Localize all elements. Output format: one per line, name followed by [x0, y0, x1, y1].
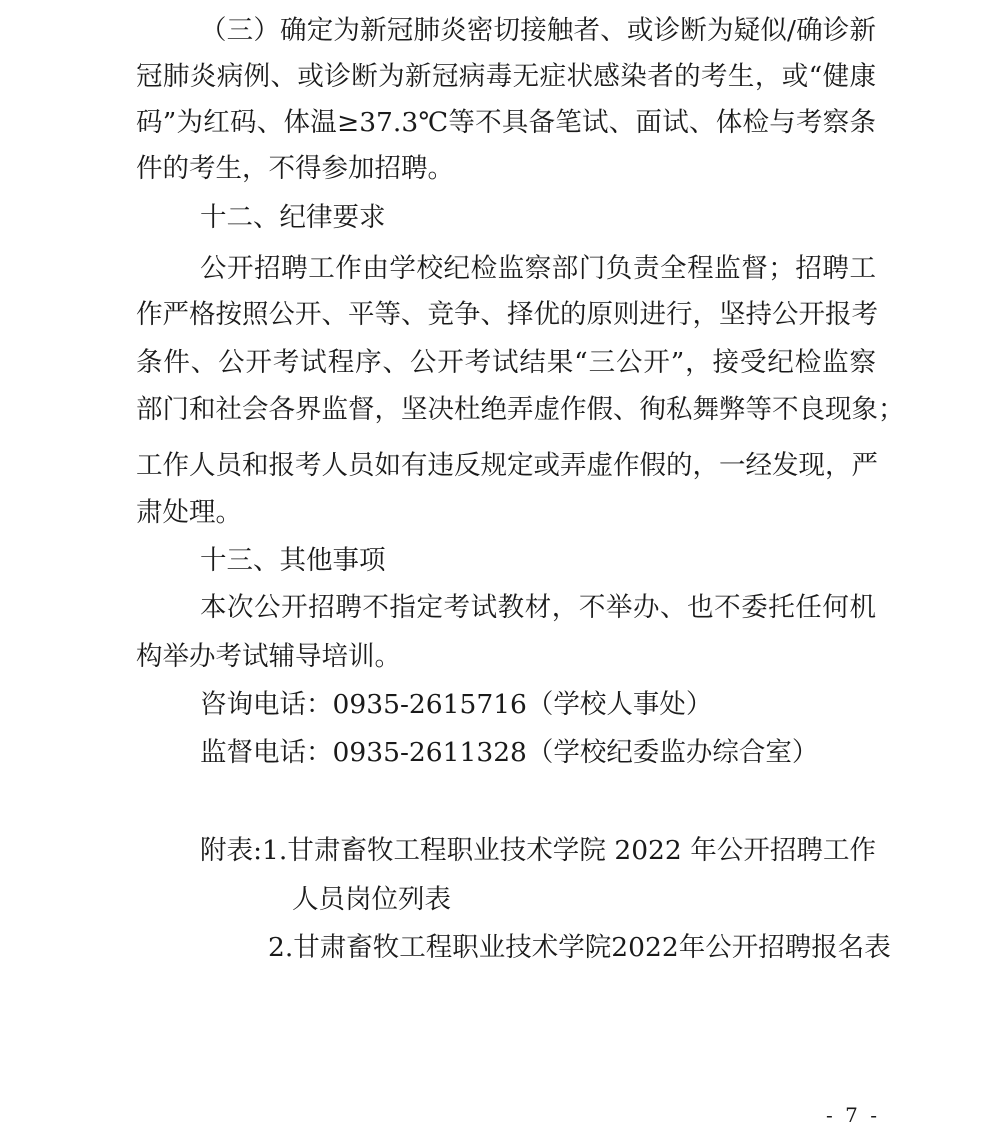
- paragraph-line: 码”为红码、体温≥37.3℃等不具备笔试、面试、体检与考察条: [136, 107, 876, 138]
- attachment-item-2: 2.甘肃畜牧工程职业技术学院2022年公开招聘报名表: [268, 932, 891, 963]
- section-heading-discipline: 十二、纪律要求: [200, 202, 386, 233]
- page-number: - 7 -: [826, 1103, 880, 1127]
- section-heading-other-matters: 十三、其他事项: [200, 545, 386, 576]
- attachment-item-1: 附表:1.甘肃畜牧工程职业技术学院 2022 年公开招聘工作: [200, 835, 876, 866]
- supervision-phone: 监督电话：0935-2611328（学校纪委监办综合室）: [200, 737, 819, 768]
- paragraph-line: 冠肺炎病例、或诊断为新冠病毒无症状感染者的考生，或“健康: [136, 61, 876, 92]
- paragraph-line: 肃处理。: [136, 497, 242, 528]
- paragraph-line: 作严格按照公开、平等、竞争、择优的原则进行，坚持公开报考: [136, 299, 878, 330]
- paragraph-line: 部门和社会各界监督，坚决杜绝弄虚作假、徇私舞弊等不良现象；: [136, 394, 905, 425]
- paragraph-line: 本次公开招聘不指定考试教材，不举办、也不委托任何机: [200, 592, 876, 623]
- paragraph-line: 件的考生，不得参加招聘。: [136, 153, 454, 184]
- consultation-phone: 咨询电话：0935-2615716（学校人事处）: [200, 689, 713, 720]
- paragraph-line: 构举办考试辅导培训。: [136, 641, 401, 672]
- paragraph-line: 工作人员和报考人员如有违反规定或弄虚作假的，一经发现，严: [136, 450, 878, 481]
- paragraph-line: （三）确定为新冠肺炎密切接触者、或诊断为疑似/确诊新: [200, 15, 876, 46]
- attachment-item-1-continued: 人员岗位列表: [292, 884, 451, 915]
- paragraph-line: 条件、公开考试程序、公开考试结果“三公开”，接受纪检监察: [136, 347, 876, 378]
- paragraph-line: 公开招聘工作由学校纪检监察部门负责全程监督；招聘工: [200, 253, 876, 284]
